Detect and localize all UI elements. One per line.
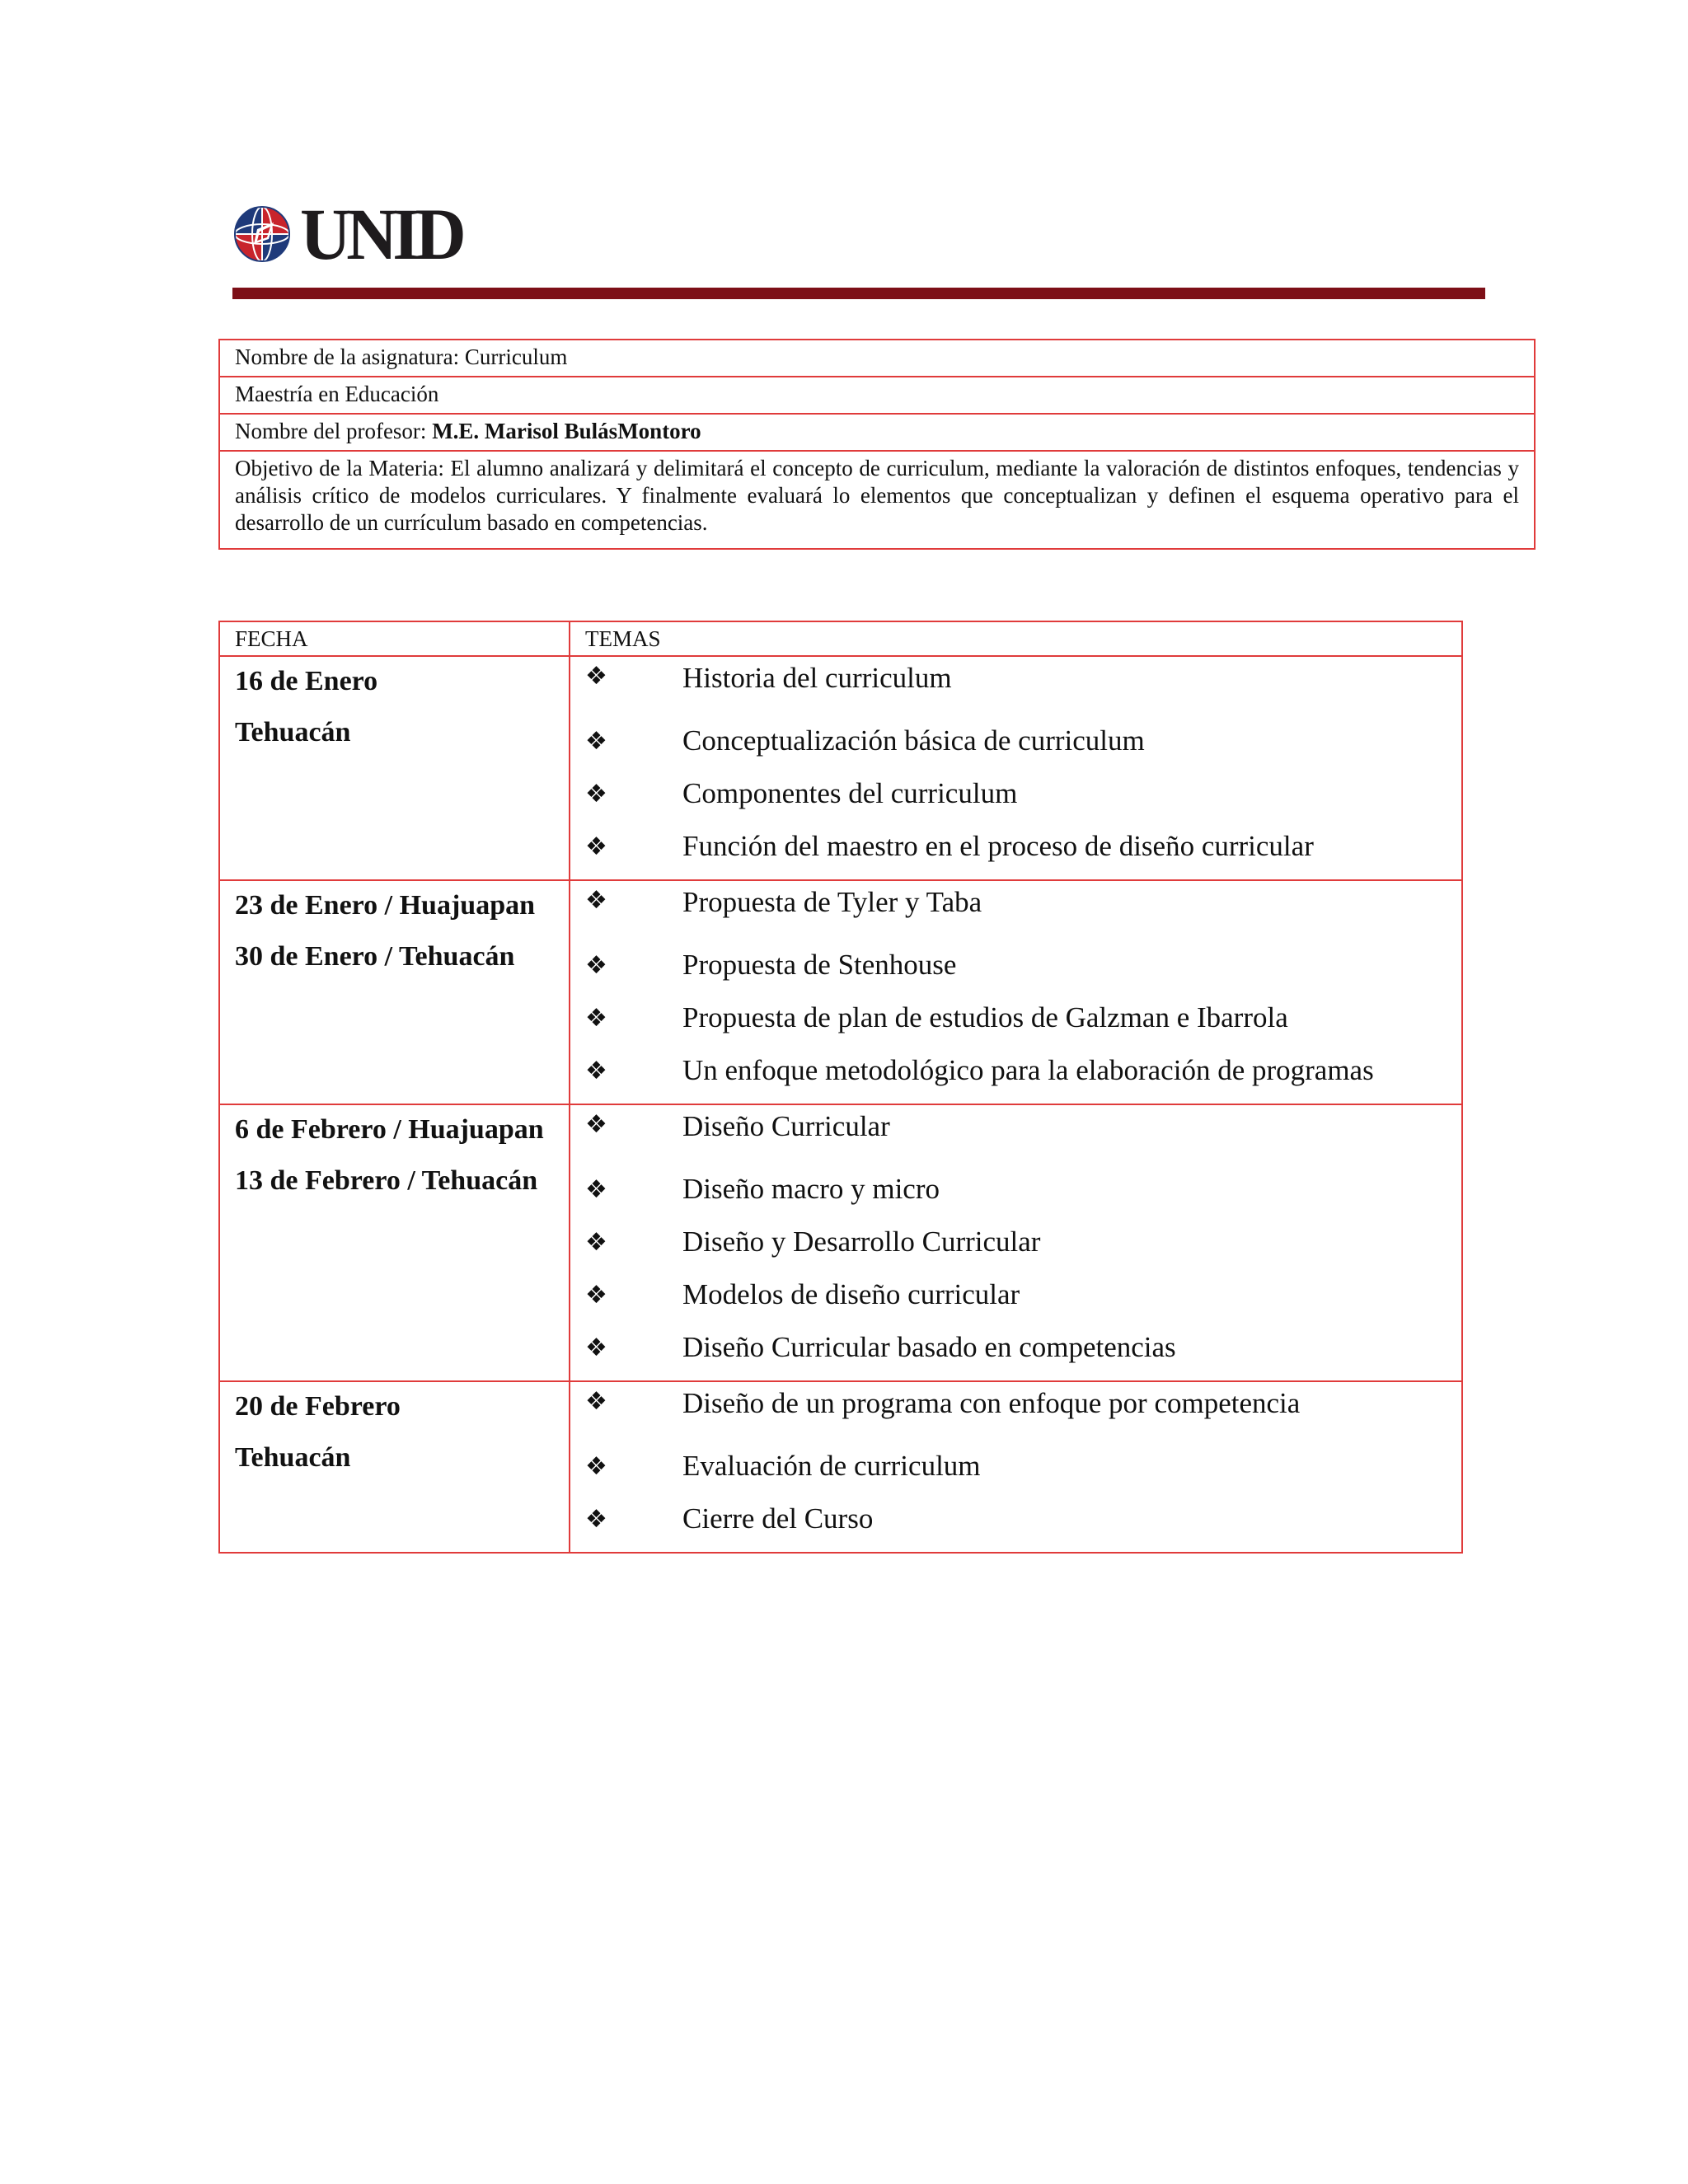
topics-cell [570, 656, 1462, 880]
globe-logo-icon [232, 204, 292, 264]
topics-column-header: TEMAS [570, 621, 1462, 656]
program-name: Maestría en Educación [219, 377, 1535, 414]
topic-text: Diseño Curricular basado en competencias [682, 1331, 1176, 1363]
diamond-bullet-icon: ❖ [585, 779, 607, 808]
topic-text: Componentes del curriculum [682, 777, 1018, 809]
topic-item [585, 1163, 1447, 1216]
diamond-bullet-icon: ❖ [585, 886, 607, 915]
topic-text: Propuesta de Tyler y Taba [682, 886, 982, 918]
topic-text: Diseño macro y micro [682, 1173, 940, 1205]
topic-item [585, 715, 1447, 767]
session-date: 30 de Enero / Tehuacán [235, 941, 515, 972]
topic-text: Diseño de un programa con enfoque por competencia [682, 1387, 1301, 1419]
diamond-bullet-icon: ❖ [585, 662, 607, 691]
diamond-bullet-icon: ❖ [585, 1280, 607, 1310]
subject-name: Nombre de la asignatura: Curriculum [219, 340, 1535, 377]
topic-text: Diseño Curricular [682, 1110, 890, 1142]
schedule-row [219, 1104, 1462, 1381]
diamond-bullet-icon: ❖ [585, 726, 607, 756]
topic-item [585, 1440, 1447, 1493]
diamond-bullet-icon: ❖ [585, 1504, 607, 1534]
topic-item [585, 1044, 1447, 1097]
topic-item [585, 767, 1447, 820]
topic-item [585, 1268, 1447, 1321]
session-date: 13 de Febrero / Tehuacán [235, 1165, 538, 1196]
schedule-row [219, 656, 1462, 880]
topic-item [585, 1321, 1447, 1374]
schedule-table [218, 621, 1463, 1554]
topic-item [585, 662, 1447, 700]
professor-name: M.E. Marisol BulásMontoro [432, 419, 701, 443]
topic-text: Conceptualización básica de curriculum [682, 724, 1145, 757]
brand-divider-bar [232, 288, 1485, 299]
topic-item [585, 939, 1447, 991]
topic-item [585, 886, 1447, 924]
topic-text: Propuesta de plan de estudios de Galzman e Ibarrola [682, 1001, 1288, 1033]
session-date: 16 de Enero [235, 666, 378, 696]
diamond-bullet-icon: ❖ [585, 1003, 607, 1033]
date-cell [219, 1381, 570, 1553]
topics-cell [570, 880, 1462, 1104]
session-location: Tehuacán [235, 717, 351, 748]
date-cell [219, 1104, 570, 1381]
topic-text: Evaluación de curriculum [682, 1450, 981, 1482]
schedule-row [219, 1381, 1462, 1553]
topics-cell [570, 1381, 1462, 1553]
diamond-bullet-icon: ❖ [585, 950, 607, 980]
schedule-row [219, 880, 1462, 1104]
date-cell [219, 656, 570, 880]
session-location: Tehuacán [235, 1442, 351, 1473]
unid-logo [232, 193, 462, 275]
topic-item [585, 991, 1447, 1044]
topic-text: Historia del curriculum [682, 662, 952, 694]
topic-text: Cierre del Curso [682, 1502, 874, 1535]
diamond-bullet-icon: ❖ [585, 1333, 607, 1362]
session-date: 6 de Febrero / Huajuapan [235, 1114, 544, 1145]
course-info-table [218, 339, 1536, 550]
diamond-bullet-icon: ❖ [585, 1174, 607, 1204]
professor-label: Nombre del profesor: [235, 419, 433, 443]
topic-item [585, 1493, 1447, 1545]
date-column-header: FECHA [219, 621, 570, 656]
diamond-bullet-icon: ❖ [585, 832, 607, 861]
diamond-bullet-icon: ❖ [585, 1451, 607, 1481]
topics-cell [570, 1104, 1462, 1381]
diamond-bullet-icon: ❖ [585, 1387, 607, 1416]
topic-item [585, 1216, 1447, 1268]
session-date: 20 de Febrero [235, 1391, 401, 1422]
course-objective: Objetivo de la Materia: El alumno analizará y delimitará el concepto de curriculum, mediante la valoración de distintos enfoques, tendencias y análisis crítico de modelos curriculares. Y finalmente evaluará lo elementos que conceptualizan y definen el esquema operativo para el desarrollo de un currículum basado en competencias. [219, 451, 1535, 549]
professor-row [219, 414, 1535, 451]
topic-text: Modelos de diseño curricular [682, 1278, 1020, 1310]
topic-text: Diseño y Desarrollo Curricular [682, 1226, 1041, 1258]
date-cell [219, 880, 570, 1104]
topic-text: Propuesta de Stenhouse [682, 949, 957, 981]
session-date: 23 de Enero / Huajuapan [235, 890, 536, 921]
brand-wordmark: UNID [300, 193, 462, 275]
topic-item [585, 820, 1447, 873]
diamond-bullet-icon: ❖ [585, 1056, 607, 1085]
topic-text: Función del maestro en el proceso de diseño curricular [682, 830, 1314, 862]
topic-item [585, 1110, 1447, 1148]
topic-item [585, 1387, 1447, 1425]
diamond-bullet-icon: ❖ [585, 1227, 607, 1257]
topic-text: Un enfoque metodológico para la elaboración de programas [682, 1054, 1374, 1086]
diamond-bullet-icon: ❖ [585, 1110, 607, 1139]
